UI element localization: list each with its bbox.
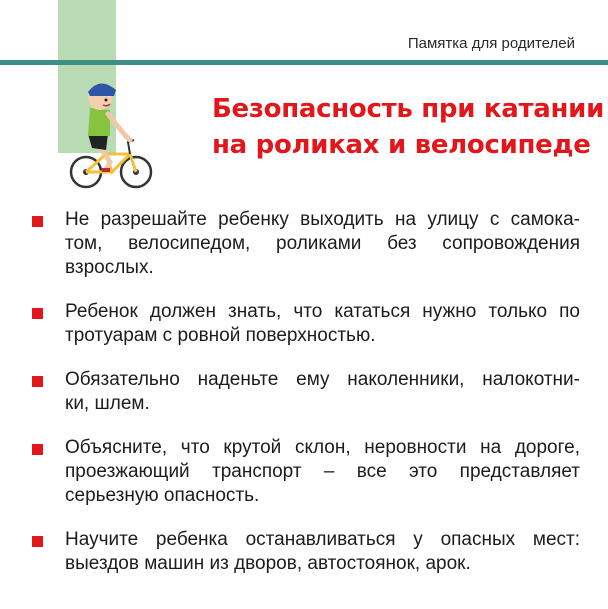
list-item xyxy=(32,436,580,508)
bullet-square-icon xyxy=(32,216,43,227)
title-line: Безопасность при катании xyxy=(212,94,604,124)
child-on-bicycle-icon xyxy=(62,78,158,194)
item-line: взрослых. xyxy=(65,257,154,278)
bullet-square-icon xyxy=(32,444,43,455)
list-item xyxy=(32,300,580,348)
bullet-square-icon xyxy=(32,536,43,547)
header-rule xyxy=(0,60,608,65)
advice-list xyxy=(32,208,580,596)
item-line: ки, шлем. xyxy=(65,393,150,414)
item-line: тротуарам с ровной поверхностью. xyxy=(65,325,376,346)
item-line: том, велосипедом, роликами без сопровождения xyxy=(65,233,580,254)
list-item xyxy=(32,208,580,280)
title-line: на роликах и велосипеде xyxy=(212,130,591,160)
page-title xyxy=(212,91,604,163)
item-line: выездов машин из дворов, автостоянок, арок. xyxy=(65,553,471,574)
item-line: Научите ребенка останавливаться у опасных мест: xyxy=(65,529,580,550)
item-line: проезжающий транспорт – все это представляет xyxy=(65,461,580,482)
item-line: Не разрешайте ребенку выходить на улицу с самока- xyxy=(65,209,580,230)
bullet-square-icon xyxy=(32,376,43,387)
list-item xyxy=(32,368,580,416)
header-label: Памятка для родителей xyxy=(407,35,575,52)
item-line: серьезную опасность. xyxy=(65,485,260,506)
bullet-square-icon xyxy=(32,308,43,319)
item-line: Ребенок должен знать, что кататься нужно только по xyxy=(65,301,580,322)
item-line: Обязательно наденьте ему наколенники, налокотни- xyxy=(65,369,580,390)
item-line: Объясните, что крутой склон, неровности на дороге, xyxy=(65,437,580,458)
list-item xyxy=(32,528,580,576)
